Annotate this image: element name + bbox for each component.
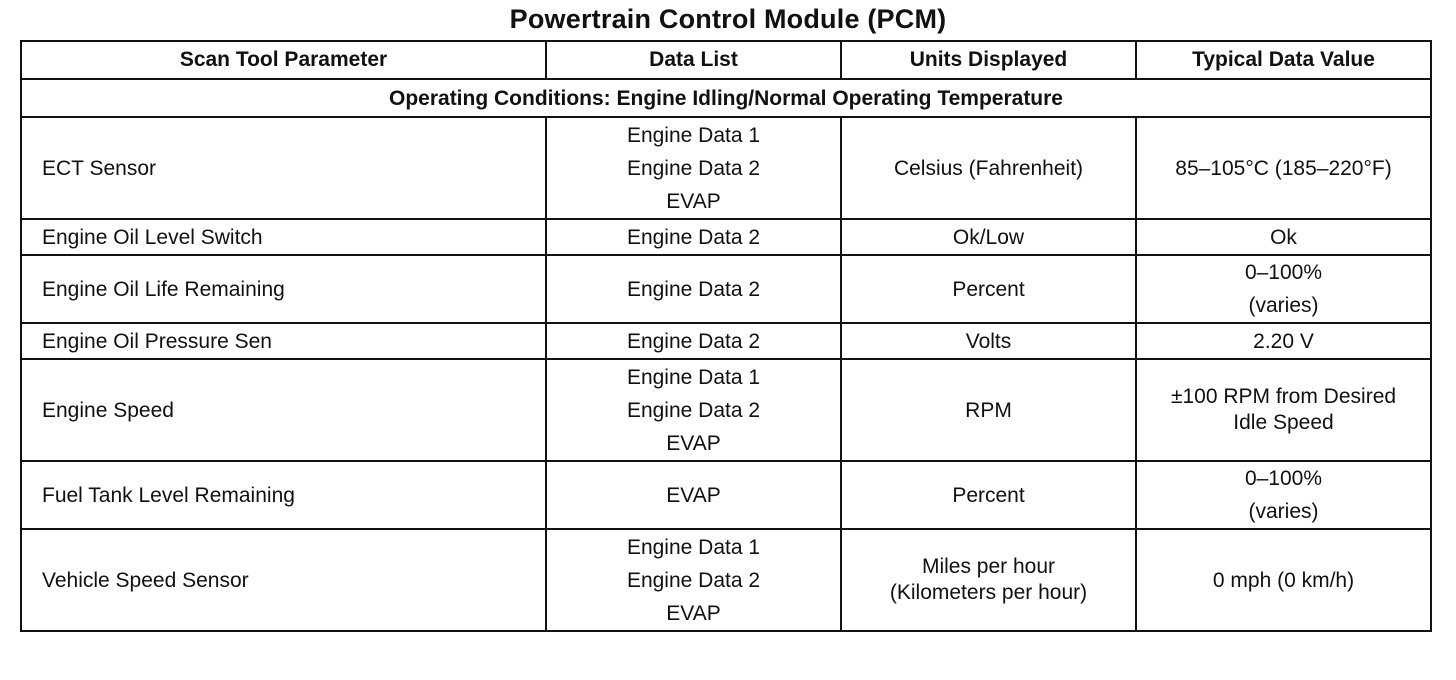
operating-conditions: Operating Conditions: Engine Idling/Normal Operating Temperature xyxy=(21,79,1431,117)
typical-value-cell xyxy=(1136,529,1431,631)
parameter-cell: Engine Speed xyxy=(21,359,546,461)
data-list-line: EVAP xyxy=(666,431,721,455)
data-list-cell xyxy=(546,359,841,461)
data-list-line: EVAP xyxy=(666,483,721,507)
data-list-cell xyxy=(546,117,841,219)
header-typical-data-value: Typical Data Value xyxy=(1136,41,1431,79)
typical-value-cell xyxy=(1136,219,1431,255)
typical-value-line: Idle Speed xyxy=(1233,411,1334,434)
parameter-cell: Engine Oil Life Remaining xyxy=(21,255,546,323)
data-list-line: Engine Data 2 xyxy=(626,156,761,180)
data-list-cell xyxy=(546,461,841,529)
data-list-line: Engine Data 2 xyxy=(626,329,761,353)
header-row xyxy=(21,41,1431,79)
table-row xyxy=(21,255,1431,323)
units-line: Percent xyxy=(952,483,1025,507)
table-row xyxy=(21,529,1431,631)
typical-value-line: 0 mph (0 km/h) xyxy=(1212,568,1355,592)
typical-value-line: (varies) xyxy=(1248,294,1319,317)
units-cell xyxy=(841,323,1136,359)
parameter-cell: Vehicle Speed Sensor xyxy=(21,529,546,631)
parameter-cell: Engine Oil Pressure Sen xyxy=(21,323,546,359)
units-line: Ok/Low xyxy=(952,225,1025,249)
pcm-data-table xyxy=(20,40,1432,632)
typical-value-line: 0–100% xyxy=(1244,467,1323,490)
header-scan-tool-parameter: Scan Tool Parameter xyxy=(21,41,546,79)
units-cell xyxy=(841,461,1136,529)
units-cell xyxy=(841,359,1136,461)
data-list-line: Engine Data 2 xyxy=(626,398,761,422)
data-list-line: Engine Data 1 xyxy=(626,535,761,559)
typical-value-cell xyxy=(1136,359,1431,461)
units-line: Miles per hour xyxy=(921,555,1056,578)
typical-value-cell xyxy=(1136,117,1431,219)
parameter-cell: Engine Oil Level Switch xyxy=(21,219,546,255)
table-row xyxy=(21,461,1431,529)
units-cell xyxy=(841,219,1136,255)
typical-value-line: 0–100% xyxy=(1244,261,1323,284)
header-data-list: Data List xyxy=(546,41,841,79)
units-cell xyxy=(841,117,1136,219)
data-list-line: EVAP xyxy=(666,601,721,625)
units-line: Percent xyxy=(952,277,1025,301)
typical-value-cell xyxy=(1136,461,1431,529)
table-row xyxy=(21,117,1431,219)
typical-value-cell xyxy=(1136,255,1431,323)
data-list-cell xyxy=(546,529,841,631)
data-list-line: Engine Data 2 xyxy=(626,277,761,301)
typical-value-line: Ok xyxy=(1270,225,1297,249)
units-cell xyxy=(841,255,1136,323)
table-row xyxy=(21,219,1431,255)
operating-conditions-row xyxy=(21,79,1431,117)
data-list-cell xyxy=(546,323,841,359)
units-line: RPM xyxy=(965,398,1012,422)
table-row xyxy=(21,359,1431,461)
typical-value-cell xyxy=(1136,323,1431,359)
parameter-cell: Fuel Tank Level Remaining xyxy=(21,461,546,529)
data-list-line: EVAP xyxy=(666,189,721,213)
data-list-cell xyxy=(546,219,841,255)
units-line: Volts xyxy=(965,329,1012,353)
data-list-line: Engine Data 2 xyxy=(626,568,761,592)
table-row xyxy=(21,323,1431,359)
units-line: Celsius (Fahrenheit) xyxy=(893,156,1084,180)
units-cell xyxy=(841,529,1136,631)
data-list-line: Engine Data 2 xyxy=(626,225,761,249)
typical-value-line: 85–105°C (185–220°F) xyxy=(1175,156,1392,180)
typical-value-line: ±100 RPM from Desired xyxy=(1170,385,1397,408)
header-units-displayed: Units Displayed xyxy=(841,41,1136,79)
data-list-line: Engine Data 1 xyxy=(626,123,761,147)
typical-value-line: (varies) xyxy=(1248,500,1319,523)
data-list-line: Engine Data 1 xyxy=(626,365,761,389)
document-title: Powertrain Control Module (PCM) xyxy=(509,4,947,34)
typical-value-line: 2.20 V xyxy=(1253,329,1314,353)
units-line: (Kilometers per hour) xyxy=(889,581,1088,604)
parameter-cell: ECT Sensor xyxy=(21,117,546,219)
data-list-cell xyxy=(546,255,841,323)
